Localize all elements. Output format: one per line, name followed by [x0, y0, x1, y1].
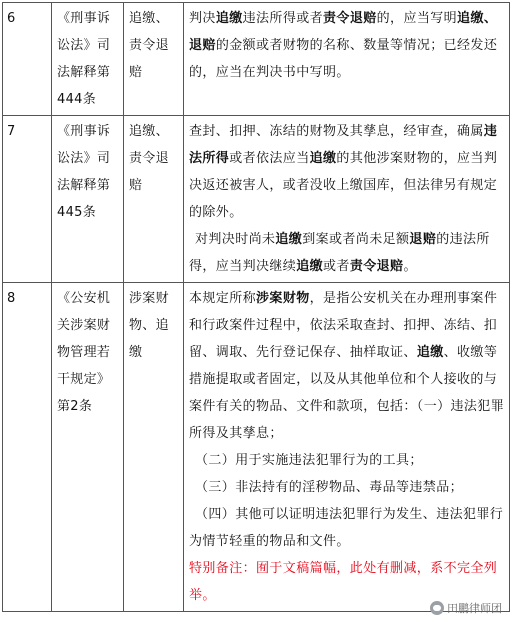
row-number: 8 — [3, 283, 52, 612]
text-segment: ，是指公安机关在办理刑事案件和行政案件过程中，依法采取查封、扣押、冻结、扣留、调取、先行登记保存、抽样取证、 — [189, 291, 498, 360]
keyword-cell: 追缴、责令退赔 — [124, 3, 184, 116]
text-segment: 。 — [403, 259, 417, 274]
provision-paragraph — [189, 501, 505, 555]
provision-text — [184, 116, 510, 283]
bold-term: 责令退赔 — [349, 259, 404, 274]
text-segment: 查封、扣押、冻结的财物及其孳息，经审查，确属 — [189, 124, 484, 139]
text-segment: （二）用于实施违法犯罪行为的工具； — [195, 453, 423, 468]
watermark — [430, 600, 502, 616]
keyword-cell: 追缴、责令退赔 — [124, 116, 184, 283]
text-segment: 对判决时尚未 — [195, 232, 276, 247]
bold-term: 追缴 — [309, 151, 337, 166]
text-segment: 的，应当写明 — [376, 11, 458, 26]
bold-term: 追缴 — [275, 232, 303, 247]
text-segment: 本规定所称 — [189, 291, 257, 306]
provision-paragraph — [189, 474, 505, 501]
text-segment: （三）非法持有的淫秽物品、毒品等违禁品； — [195, 480, 464, 495]
wechat-icon — [430, 601, 444, 615]
text-segment: 违法所得或者 — [242, 11, 324, 26]
text-segment: 或者依法应当 — [229, 151, 310, 166]
row-number: 7 — [3, 116, 52, 283]
table-row — [3, 283, 510, 612]
text-segment: 的其他涉案财物的，应当判决返还被害人，或者没收上缴国库，但法律另有规定的除外。 — [189, 151, 498, 220]
provision-paragraph — [189, 226, 505, 280]
special-note: 特别备注：囿于文稿篇幅，此处有删减，系不完全列举。 — [189, 561, 498, 603]
bold-term: 追缴 — [416, 345, 444, 360]
text-segment: 的违法所得，应当判决继续 — [189, 232, 490, 274]
text-segment: 、收缴等措施提取或者固定，以及从其他单位和个人接收的与案件有关的物品、文件和款项，包括：（一）违法犯罪所得及其孳息； — [189, 345, 505, 441]
text-segment: 的金额或者财物的名称、数量等情况；已经发还的，应当在判决书中写明。 — [189, 38, 498, 80]
bold-term: 追缴 — [215, 11, 243, 26]
text-segment: 判决 — [189, 11, 216, 26]
provision-paragraph — [189, 447, 505, 474]
provision-text — [184, 3, 510, 116]
provision-paragraph — [189, 285, 505, 447]
table-row — [3, 3, 510, 116]
text-segment: （四）其他可以证明违法犯罪行为发生、违法犯罪行为情节轻重的物品和文件。 — [189, 507, 504, 549]
legal-provisions-table — [2, 2, 510, 612]
bold-term: 追缴 — [296, 259, 324, 274]
bold-term: 追缴、退赔 — [189, 11, 498, 53]
bold-term: 责令退赔 — [323, 11, 377, 26]
legal-source: 《刑事诉讼法》司法解释第444条 — [52, 3, 124, 116]
provision-paragraph — [189, 118, 505, 226]
legal-source: 《刑事诉讼法》司法解释第445条 — [52, 116, 124, 283]
row-number: 6 — [3, 3, 52, 116]
bold-term: 涉案财物 — [256, 291, 310, 306]
provision-paragraph — [189, 5, 505, 86]
text-segment: 到案或者尚未足额 — [302, 232, 410, 247]
legal-source: 《公安机关涉案财物管理若干规定》第2条 — [52, 283, 124, 612]
provision-text — [184, 283, 510, 612]
watermark-text: 田鹏律师团 — [447, 602, 502, 615]
text-segment: 或者 — [323, 259, 350, 274]
keyword-cell: 涉案财物、追缴 — [124, 283, 184, 612]
bold-term: 退赔 — [409, 232, 437, 247]
table-row — [3, 116, 510, 283]
bold-term: 违法所得 — [189, 124, 498, 166]
